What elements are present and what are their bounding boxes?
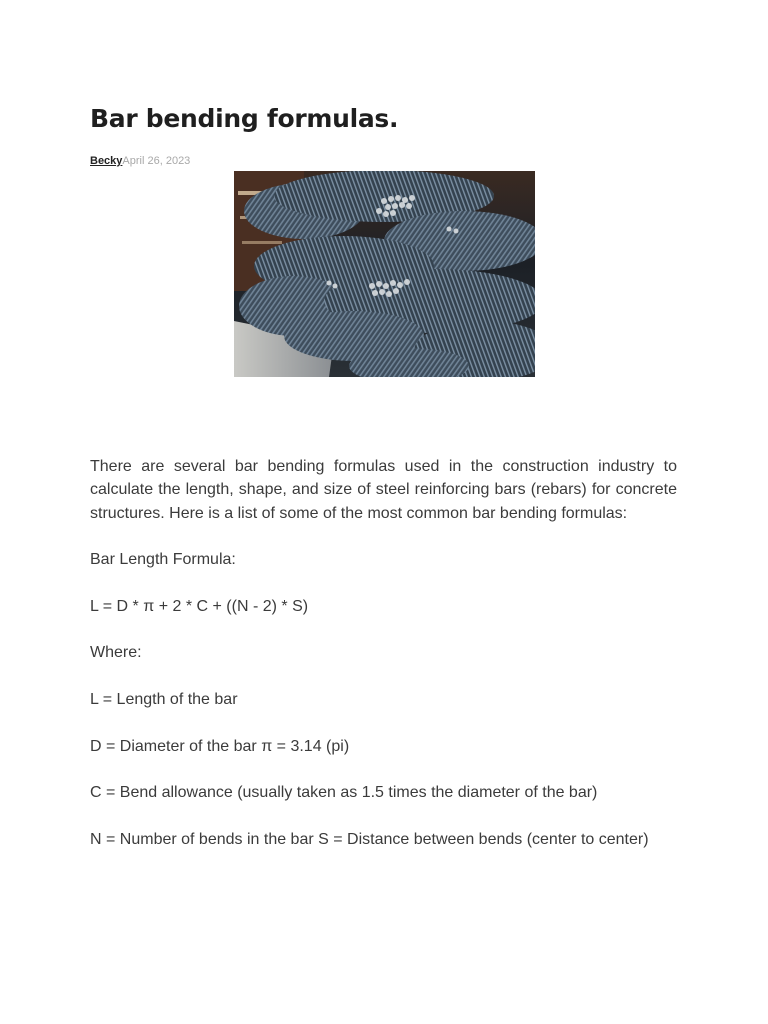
post-date: April 26, 2023 [122, 155, 191, 167]
formula-heading: Bar Length Formula: [90, 551, 236, 569]
rebar-photo-image [234, 171, 535, 377]
article-title: Bar bending formulas. [90, 104, 399, 133]
intro-paragraph: There are several bar bending formulas used in the construction industry to calculate the length, shape, and size of steel reinforcing bars (rebars) for concrete structures. Here is a list of some of the most common bar bending formulas: [90, 458, 677, 522]
definition-bend-allowance: C = Bend allowance (usually taken as 1.5 times the diameter of the bar) [90, 784, 598, 802]
byline [90, 155, 190, 167]
definition-bends: N = Number of bends in the bar S = Distance between bends (center to center) [90, 830, 649, 848]
article-body [90, 455, 677, 874]
author-link[interactable]: Becky [90, 155, 123, 167]
formula: L = D * π + 2 * C + ((N - 2) * S) [90, 597, 309, 615]
rebar-photo [234, 171, 535, 377]
definition-length: L = Length of the bar [90, 690, 238, 708]
definition-diameter: D = Diameter of the bar π = 3.14 (pi) [90, 737, 350, 755]
where-label: Where: [90, 644, 142, 662]
